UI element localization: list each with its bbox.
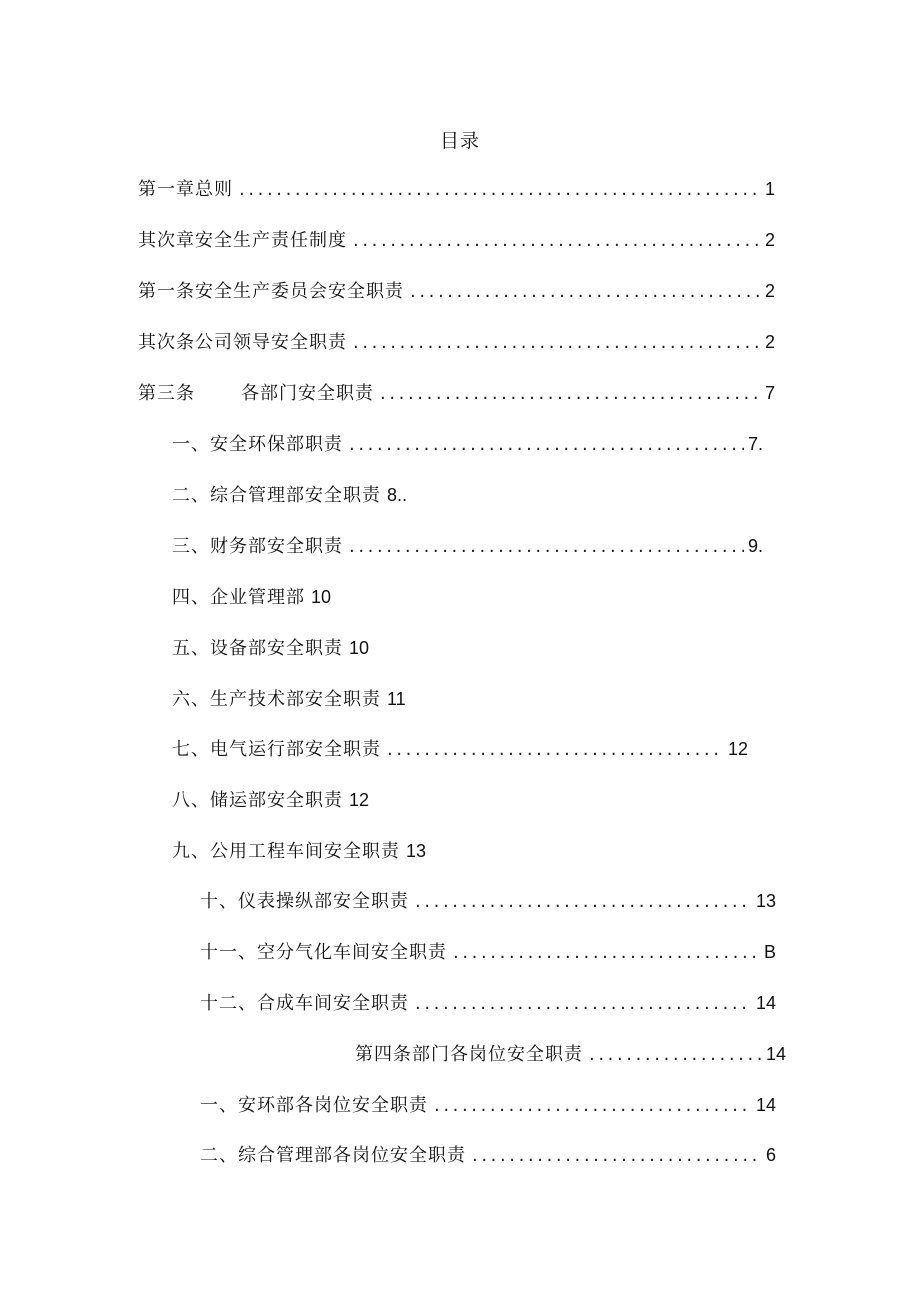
toc-entry-label — [138, 381, 374, 407]
toc-entry-label: 九、公用工程车间安全职责 — [172, 841, 400, 862]
toc-entry-page: 10 — [349, 638, 370, 658]
toc-entry-label: 六、生产技术部安全职责 — [172, 689, 381, 710]
toc-entry-page: 2 — [764, 230, 775, 250]
toc-entry[interactable] — [172, 431, 763, 457]
toc-entry-page: 6 — [765, 1145, 776, 1165]
page-title: 目录 — [439, 130, 480, 152]
toc-entry-label: 一、安环部各岗位安全职责 — [200, 1095, 428, 1116]
toc-entry[interactable] — [172, 482, 407, 508]
dot-leader — [410, 279, 761, 305]
toc-entry-page: 8.. — [387, 485, 408, 505]
toc-entry[interactable] — [172, 533, 763, 559]
toc-entry[interactable] — [138, 176, 775, 202]
toc-entry-article-title: 各部门安全职责 — [241, 383, 374, 404]
toc-entry[interactable] — [172, 584, 331, 610]
toc-entry-label: 十一、空分气化车间安全职责 — [200, 942, 447, 963]
dot-leader — [415, 991, 752, 1017]
toc-entry-page: 1 — [764, 179, 775, 199]
toc-entry-label: 十、仪表操纵部安全职责 — [200, 891, 409, 912]
toc-entry-label: 四、企业管理部 — [172, 587, 305, 608]
toc-entry[interactable] — [200, 1092, 776, 1118]
toc-entry[interactable] — [172, 686, 406, 712]
dot-leader — [434, 1093, 752, 1119]
toc-entry-page: 11 — [387, 689, 406, 709]
toc-entry[interactable] — [172, 787, 369, 813]
toc-entry-page: 9. — [747, 536, 763, 556]
toc-entry-label: 三、财务部安全职责 — [172, 536, 343, 557]
dot-leader — [349, 534, 744, 560]
dot-leader — [380, 381, 761, 407]
toc-entry-page: 12 — [727, 739, 748, 759]
toc-entry-page: B — [763, 942, 776, 962]
dot-leader — [387, 737, 724, 763]
toc-entry-page: 14 — [755, 1095, 776, 1115]
toc-entry-label: 其次章安全生产责任制度 — [138, 230, 347, 251]
toc-entry[interactable] — [200, 990, 776, 1016]
dot-leader — [239, 177, 761, 203]
toc-entry[interactable] — [138, 329, 775, 355]
toc-entry-page: 7. — [747, 434, 763, 454]
toc-entry[interactable] — [172, 838, 426, 864]
dot-leader — [453, 940, 760, 966]
toc-entry-label: 八、储运部安全职责 — [172, 790, 343, 811]
toc-entry-label: 其次条公司领导安全职责 — [138, 332, 347, 353]
toc-entry[interactable] — [200, 1142, 776, 1168]
toc-entry-label: 一、安全环保部职责 — [172, 434, 343, 455]
toc-entry-page: 13 — [406, 841, 427, 861]
dot-leader — [589, 1042, 762, 1068]
toc-entry-label: 十二、合成车间安全职责 — [200, 993, 409, 1014]
toc-entry-page: 14 — [765, 1044, 786, 1064]
dot-leader — [472, 1143, 762, 1169]
toc-entry-label: 五、设备部安全职责 — [172, 638, 343, 659]
toc-entry-page: 10 — [311, 587, 332, 607]
toc-entry[interactable] — [200, 888, 776, 914]
dot-leader — [353, 330, 761, 356]
toc-entry-article-number: 第三条 — [138, 383, 195, 404]
toc-entry-page: 2 — [764, 332, 775, 352]
toc-entry-page: 7 — [764, 383, 775, 403]
toc-entry-label: 二、综合管理部安全职责 — [172, 485, 381, 506]
toc-entry-page: 2 — [764, 281, 775, 301]
dot-leader — [353, 228, 761, 254]
toc-entry-label: 七、电气运行部安全职责 — [172, 739, 381, 760]
toc-entry[interactable] — [138, 380, 775, 406]
toc-entry-page: 14 — [755, 993, 776, 1013]
toc-entry[interactable] — [355, 1041, 786, 1067]
toc-entry[interactable] — [200, 939, 776, 965]
toc-entry[interactable] — [138, 227, 775, 253]
toc-entry-label: 第一条安全生产委员会安全职责 — [138, 281, 404, 302]
toc-entry-label: 二、综合管理部各岗位安全职责 — [200, 1145, 466, 1166]
toc-entry-page: 13 — [755, 891, 776, 911]
dot-leader — [349, 432, 744, 458]
dot-leader — [415, 889, 752, 915]
toc-entry-label: 第一章总则 — [138, 179, 233, 200]
toc-entry[interactable] — [138, 278, 775, 304]
toc-entry[interactable] — [172, 736, 748, 762]
toc-entry-page: 12 — [349, 790, 370, 810]
toc-entry[interactable] — [172, 635, 369, 661]
toc-entry-label: 第四条部门各岗位安全职责 — [355, 1044, 583, 1065]
